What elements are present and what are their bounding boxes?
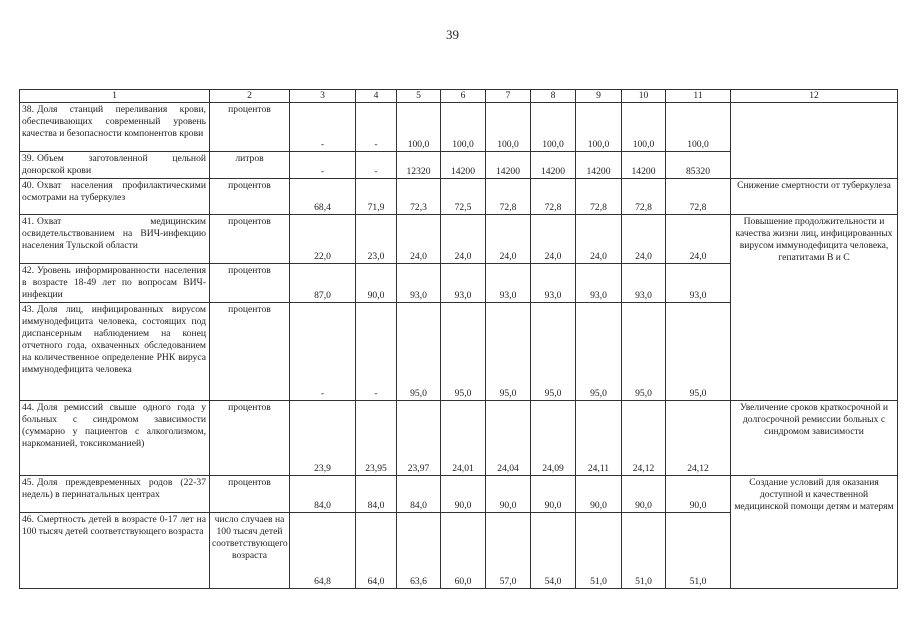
- unit-cell: процентов: [210, 264, 290, 303]
- value-cell: 24,0: [397, 215, 441, 264]
- indicator-name: Уровень информированности населения в возрасте 18-49 лет по вопросам ВИЧ-инфекции: [22, 265, 206, 300]
- value-cell: 72,8: [486, 179, 531, 215]
- value-cell: 24,12: [622, 401, 666, 476]
- indicator-name-cell: [20, 103, 210, 152]
- unit-cell: число случаев на 100 тысяч детей соответствующего возраста: [210, 513, 290, 589]
- value-cell: 60,0: [441, 513, 486, 589]
- table-row: [20, 476, 898, 513]
- value-cell: 100,0: [397, 103, 441, 152]
- value-cell: 72,5: [441, 179, 486, 215]
- value-cell: 90,0: [356, 264, 397, 303]
- value-cell: 24,01: [441, 401, 486, 476]
- indicators-table: [19, 89, 898, 589]
- value-cell: 24,0: [441, 215, 486, 264]
- indicator-name-cell: [20, 264, 210, 303]
- value-cell: 90,0: [531, 476, 576, 513]
- header-cell: 4: [356, 90, 397, 103]
- row-number: 42.: [22, 265, 34, 276]
- value-cell: 95,0: [486, 303, 531, 401]
- value-cell: -: [356, 152, 397, 179]
- value-cell: 93,0: [576, 264, 622, 303]
- value-cell: 72,8: [666, 179, 731, 215]
- value-cell: 100,0: [666, 103, 731, 152]
- value-cell: 100,0: [576, 103, 622, 152]
- value-cell: 23,0: [356, 215, 397, 264]
- value-cell: 24,0: [576, 215, 622, 264]
- value-cell: 87,0: [290, 264, 356, 303]
- value-cell: 95,0: [666, 303, 731, 401]
- value-cell: 72,8: [531, 179, 576, 215]
- header-cell: 11: [666, 90, 731, 103]
- row-number: 45.: [22, 477, 34, 488]
- value-cell: 93,0: [666, 264, 731, 303]
- header-cell: 12: [731, 90, 898, 103]
- value-cell: -: [356, 103, 397, 152]
- unit-cell: литров: [210, 152, 290, 179]
- table-row: [20, 179, 898, 215]
- indicator-name: Доля станций переливания крови, обеспечивающих современный уровень качества и безопасности компонентов крови: [22, 104, 206, 139]
- value-cell: 23,97: [397, 401, 441, 476]
- value-cell: 84,0: [397, 476, 441, 513]
- table-row: [20, 401, 898, 476]
- unit-cell: процентов: [210, 103, 290, 152]
- value-cell: 14200: [486, 152, 531, 179]
- unit-cell: процентов: [210, 303, 290, 401]
- indicator-name: Доля лиц, инфицированных вирусом иммунодефицита человека, состоящих под диспансерным наблюдением на конец отчетного года, охваченных обследованием на количественное определение РНК вируса иммунодефицита человека: [22, 304, 206, 375]
- indicator-name: Охват населения профилактическими осмотрами на туберкулез: [22, 180, 206, 203]
- value-cell: 93,0: [397, 264, 441, 303]
- row-number: 39.: [22, 153, 34, 164]
- value-cell: 95,0: [531, 303, 576, 401]
- row-number: 44.: [22, 402, 34, 413]
- header-cell: 8: [531, 90, 576, 103]
- value-cell: 24,0: [531, 215, 576, 264]
- indicator-name-cell: [20, 215, 210, 264]
- header-cell: 9: [576, 90, 622, 103]
- page-number: 39: [446, 27, 459, 42]
- indicator-name: Смертность детей в возрасте 0-17 лет на 100 тысяч детей соответствующего возраста: [22, 514, 206, 537]
- value-cell: 90,0: [576, 476, 622, 513]
- value-cell: 23,95: [356, 401, 397, 476]
- value-cell: 100,0: [622, 103, 666, 152]
- indicator-name-cell: [20, 513, 210, 589]
- value-cell: 14200: [531, 152, 576, 179]
- value-cell: 85320: [666, 152, 731, 179]
- value-cell: 14200: [576, 152, 622, 179]
- row-number: 43.: [22, 304, 34, 315]
- expected-result: Создание условий для оказания доступной и качественной медицинской помощи детям и матерям: [731, 476, 898, 589]
- indicator-name-cell: [20, 476, 210, 513]
- value-cell: 100,0: [486, 103, 531, 152]
- value-cell: 24,09: [531, 401, 576, 476]
- value-cell: 100,0: [441, 103, 486, 152]
- value-cell: 84,0: [290, 476, 356, 513]
- value-cell: 51,0: [622, 513, 666, 589]
- value-cell: 95,0: [576, 303, 622, 401]
- header-cell: 10: [622, 90, 666, 103]
- value-cell: 51,0: [666, 513, 731, 589]
- value-cell: 68,4: [290, 179, 356, 215]
- row-number: 46.: [22, 514, 34, 525]
- value-cell: -: [290, 103, 356, 152]
- value-cell: 24,0: [666, 215, 731, 264]
- expected-result: [731, 103, 898, 179]
- header-cell: 7: [486, 90, 531, 103]
- expected-result: Снижение смертности от туберкулеза: [731, 179, 898, 215]
- value-cell: 51,0: [576, 513, 622, 589]
- value-cell: 90,0: [441, 476, 486, 513]
- value-cell: 64,0: [356, 513, 397, 589]
- value-cell: 24,0: [622, 215, 666, 264]
- indicator-name: Охват медицинским освидетельствованием на ВИЧ-инфекцию населения Тульской области: [22, 216, 206, 251]
- header-cell: 2: [210, 90, 290, 103]
- value-cell: -: [290, 152, 356, 179]
- value-cell: 72,8: [622, 179, 666, 215]
- expected-result: Увеличение сроков краткосрочной и долгосрочной ремиссии больных с синдромом зависимости: [731, 401, 898, 476]
- unit-cell: процентов: [210, 215, 290, 264]
- value-cell: 100,0: [531, 103, 576, 152]
- indicator-name-cell: [20, 401, 210, 476]
- indicator-name-cell: [20, 179, 210, 215]
- value-cell: -: [290, 303, 356, 401]
- value-cell: 90,0: [666, 476, 731, 513]
- unit-cell: процентов: [210, 476, 290, 513]
- value-cell: 95,0: [397, 303, 441, 401]
- indicator-name: Доля преждевременных родов (22-37 недель) в перинатальных центрах: [22, 477, 206, 500]
- value-cell: 12320: [397, 152, 441, 179]
- table-row: [20, 103, 898, 152]
- row-number: 40.: [22, 180, 34, 191]
- indicator-name: Доля ремиссий свыше одного года у больных с синдромом зависимости (суммарно у пациентов с алкоголизмом, наркоманией, токсикоманией): [22, 402, 206, 449]
- value-cell: 24,0: [486, 215, 531, 264]
- value-cell: 22,0: [290, 215, 356, 264]
- value-cell: 93,0: [531, 264, 576, 303]
- value-cell: 93,0: [486, 264, 531, 303]
- indicator-name-cell: [20, 152, 210, 179]
- unit-cell: процентов: [210, 401, 290, 476]
- value-cell: 24,12: [666, 401, 731, 476]
- value-cell: 54,0: [531, 513, 576, 589]
- header-row: [20, 90, 898, 103]
- value-cell: 64,8: [290, 513, 356, 589]
- unit-cell: процентов: [210, 179, 290, 215]
- table-row: [20, 215, 898, 264]
- value-cell: 14200: [441, 152, 486, 179]
- value-cell: 72,8: [576, 179, 622, 215]
- value-cell: -: [356, 303, 397, 401]
- value-cell: 90,0: [622, 476, 666, 513]
- header-cell: 5: [397, 90, 441, 103]
- header-cell: 3: [290, 90, 356, 103]
- value-cell: 95,0: [622, 303, 666, 401]
- header-cell: 6: [441, 90, 486, 103]
- value-cell: 72,3: [397, 179, 441, 215]
- value-cell: 90,0: [486, 476, 531, 513]
- value-cell: 24,04: [486, 401, 531, 476]
- indicator-name-cell: [20, 303, 210, 401]
- value-cell: 71,9: [356, 179, 397, 215]
- value-cell: 93,0: [441, 264, 486, 303]
- header-cell: 1: [20, 90, 210, 103]
- value-cell: 24,11: [576, 401, 622, 476]
- value-cell: 95,0: [441, 303, 486, 401]
- row-number: 41.: [22, 216, 34, 227]
- value-cell: 93,0: [622, 264, 666, 303]
- value-cell: 14200: [622, 152, 666, 179]
- value-cell: 63,6: [397, 513, 441, 589]
- indicator-name: Объем заготовленной цельной донорской крови: [22, 153, 206, 176]
- value-cell: 84,0: [356, 476, 397, 513]
- value-cell: 23,9: [290, 401, 356, 476]
- value-cell: 57,0: [486, 513, 531, 589]
- row-number: 38.: [22, 104, 34, 115]
- expected-result: Повышение продолжительности и качества жизни лиц, инфицированных вирусом иммунодефицита человека, гепатитами В и С: [731, 215, 898, 401]
